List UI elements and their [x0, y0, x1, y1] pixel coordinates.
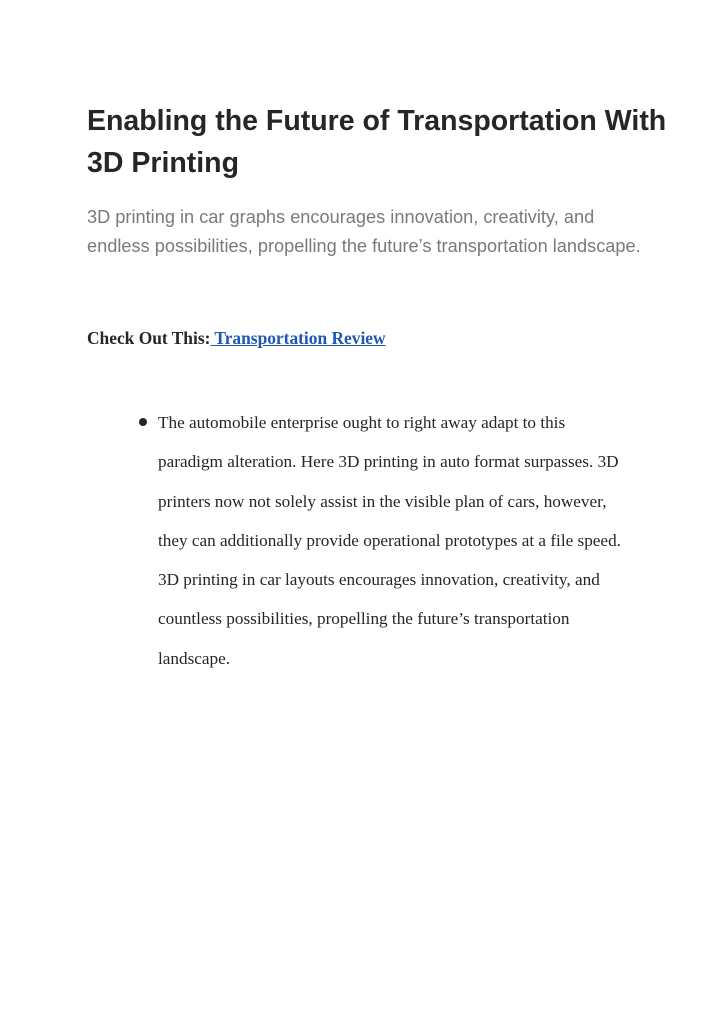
transportation-review-link[interactable]: Transportation Review [210, 328, 386, 348]
checkout-line [87, 325, 647, 351]
article-subtitle: 3D printing in car graphs encourages innovation, creativity, and endless possibilities, propelling the future’s transportation landscape. [87, 207, 641, 256]
article-title: Enabling the Future of Transportation With 3D Printing [87, 105, 667, 179]
bullet-dot-icon [139, 418, 147, 426]
bullet-text: The automobile enterprise ought to right away adapt to this paradigm alteration. Here 3D printing in auto format surpasses. 3D printers now not solely assist in the visible plan of cars, however, they can additionally provide operational prototypes at a file speed. 3D printing in car layouts encourages innovation, creativity, and countless possibilities, propelling the future’s transportation landscape. [158, 413, 621, 668]
checkout-label: Check Out This: [87, 328, 211, 348]
